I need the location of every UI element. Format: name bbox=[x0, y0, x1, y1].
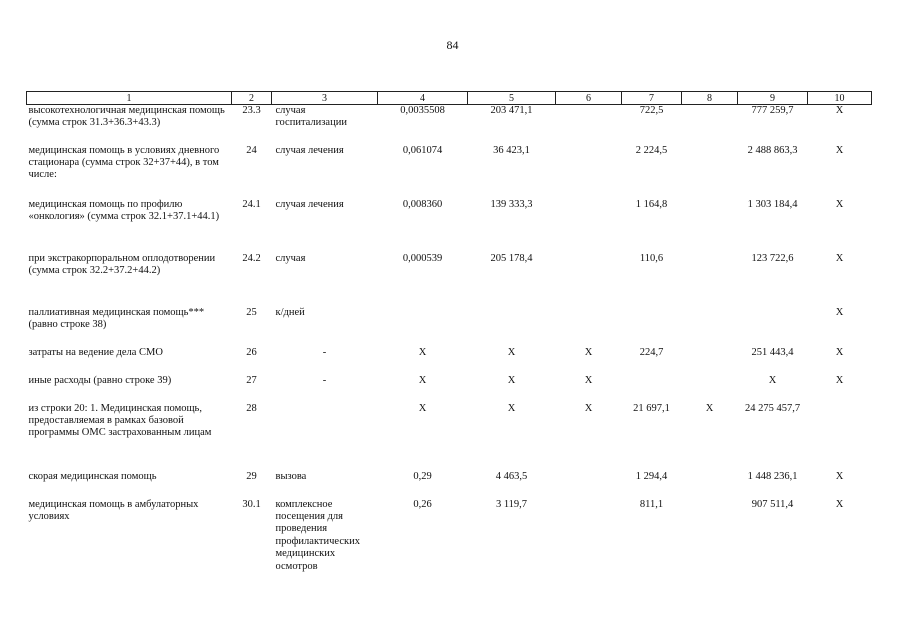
table-row bbox=[27, 253, 872, 307]
row-number: 26 bbox=[246, 346, 257, 358]
col6-cell bbox=[556, 499, 622, 579]
col10-cell: X bbox=[835, 252, 844, 264]
table-row bbox=[27, 105, 872, 145]
per-capita-cell: 110,6 bbox=[639, 252, 664, 264]
per-capita-cell: 1 164,8 bbox=[635, 198, 668, 210]
col8-cell bbox=[682, 471, 738, 499]
row-number: 24 bbox=[246, 144, 257, 156]
total-cell: 1 303 184,4 bbox=[747, 198, 798, 210]
col10-cell: X bbox=[835, 105, 844, 116]
row-label: иные расходы (равно строке 39) bbox=[28, 374, 172, 386]
col10-cell: X bbox=[835, 498, 844, 510]
unit-cell: комплексное посещения для проведения профилактических медицинских осмотров bbox=[275, 498, 360, 572]
col6-cell bbox=[556, 105, 622, 145]
table-row bbox=[27, 375, 872, 403]
col8-cell bbox=[682, 253, 738, 307]
unit-cell bbox=[272, 403, 378, 471]
col8-cell: X bbox=[705, 402, 714, 414]
row-number: 28 bbox=[246, 402, 257, 414]
row-label: высокотехнологичная медицинская помощь (сумма строк 31.3+36.3+43.3) bbox=[28, 105, 225, 129]
col6-cell bbox=[556, 471, 622, 499]
col8-cell bbox=[682, 347, 738, 375]
col6-cell: X bbox=[584, 402, 593, 414]
col10-cell: X bbox=[835, 346, 844, 358]
row-number: 23.3 bbox=[242, 105, 261, 116]
col8-cell bbox=[682, 105, 738, 145]
row-label: медицинская помощь по профилю «онкология» (сумма строк 32.1+37.1+44.1) bbox=[28, 198, 220, 222]
norm-cost-cell: X bbox=[507, 402, 516, 414]
per-capita-cell: 21 697,1 bbox=[633, 402, 670, 414]
total-cell bbox=[738, 307, 808, 347]
unit-cell: случая госпитализации bbox=[275, 105, 347, 129]
col10-cell: X bbox=[835, 306, 844, 318]
norm-volume-cell: 0,29 bbox=[413, 470, 432, 482]
row-number: 29 bbox=[246, 470, 257, 482]
table-row bbox=[27, 499, 872, 579]
norm-volume-cell: 0,000539 bbox=[402, 252, 443, 264]
header-row bbox=[27, 92, 872, 105]
norm-cost-cell: X bbox=[507, 346, 516, 358]
table-row bbox=[27, 471, 872, 499]
total-cell: 24 275 457,7 bbox=[744, 402, 801, 414]
unit-cell: к/дней bbox=[275, 306, 305, 318]
per-capita-cell bbox=[622, 307, 682, 347]
norm-cost-cell: 139 333,3 bbox=[490, 198, 533, 210]
norm-volume-cell: 0,061074 bbox=[402, 144, 443, 156]
total-cell: 907 511,4 bbox=[751, 498, 794, 510]
unit-cell: случая bbox=[275, 252, 306, 264]
unit-cell: - bbox=[322, 374, 327, 386]
column-header: 8 bbox=[682, 92, 738, 105]
col8-cell bbox=[682, 199, 738, 253]
col6-cell bbox=[556, 199, 622, 253]
norm-volume-cell bbox=[378, 307, 468, 347]
col10-cell bbox=[808, 403, 872, 471]
column-header: 1 bbox=[27, 92, 232, 105]
row-label: скорая медицинская помощь bbox=[28, 470, 157, 482]
column-header: 3 bbox=[272, 92, 378, 105]
total-cell: 2 488 863,3 bbox=[747, 144, 798, 156]
norm-cost-cell: 4 463,5 bbox=[495, 470, 528, 482]
per-capita-cell: 224,7 bbox=[639, 346, 664, 358]
norm-volume-cell: X bbox=[418, 402, 427, 414]
per-capita-cell: 1 294,4 bbox=[635, 470, 668, 482]
row-number: 27 bbox=[246, 374, 257, 386]
total-cell: 251 443,4 bbox=[751, 346, 794, 358]
column-header: 6 bbox=[556, 92, 622, 105]
norm-volume-cell: 0,0035508 bbox=[400, 105, 445, 116]
norm-volume-cell: 0,008360 bbox=[402, 198, 443, 210]
total-cell: 123 722,6 bbox=[751, 252, 794, 264]
row-number: 24.1 bbox=[242, 198, 261, 210]
per-capita-cell: 2 224,5 bbox=[635, 144, 668, 156]
per-capita-cell bbox=[622, 375, 682, 403]
col6-cell: X bbox=[584, 374, 593, 386]
row-label: медицинская помощь в амбулаторных условиях bbox=[28, 498, 199, 522]
norm-cost-cell bbox=[468, 307, 556, 347]
total-cell: X bbox=[768, 374, 777, 386]
total-cell: 777 259,7 bbox=[751, 105, 794, 116]
column-header: 2 bbox=[232, 92, 272, 105]
norm-cost-cell: 36 423,1 bbox=[493, 144, 530, 156]
col8-cell bbox=[682, 375, 738, 403]
row-label: паллиативная медицинская помощь*** (равно строке 38) bbox=[28, 306, 205, 330]
per-capita-cell: 811,1 bbox=[639, 498, 664, 510]
norm-volume-cell: 0,26 bbox=[413, 498, 432, 510]
col10-cell: X bbox=[835, 470, 844, 482]
col8-cell bbox=[682, 499, 738, 579]
unit-cell: вызова bbox=[275, 470, 307, 482]
row-label: медицинская помощь в условиях дневного стационара (сумма строк 32+37+44), в том числе: bbox=[28, 144, 220, 181]
row-label: из строки 20: 1. Медицинская помощь, предоставляемая в рамках базовой программы ОМС застрахованным лицам bbox=[28, 402, 212, 439]
table-row bbox=[27, 307, 872, 347]
column-header: 5 bbox=[468, 92, 556, 105]
table-row bbox=[27, 347, 872, 375]
row-label: при экстракорпоральном оплодотворении (сумма строк 32.2+37.2+44.2) bbox=[28, 252, 216, 276]
row-number: 24.2 bbox=[242, 252, 261, 264]
norm-cost-cell: X bbox=[507, 374, 516, 386]
norm-cost-cell: 203 471,1 bbox=[490, 105, 533, 116]
column-header: 9 bbox=[738, 92, 808, 105]
norm-volume-cell: X bbox=[418, 346, 427, 358]
column-header: 7 bbox=[622, 92, 682, 105]
row-number: 30.1 bbox=[242, 498, 261, 510]
col6-cell bbox=[556, 145, 622, 199]
table-row bbox=[27, 199, 872, 253]
col8-cell bbox=[682, 145, 738, 199]
col10-cell: X bbox=[835, 198, 844, 210]
norm-volume-cell: X bbox=[418, 374, 427, 386]
col10-cell: X bbox=[835, 144, 844, 156]
unit-cell: случая лечения bbox=[275, 198, 344, 210]
per-capita-cell: 722,5 bbox=[639, 105, 664, 116]
unit-cell: - bbox=[322, 346, 327, 358]
col6-cell bbox=[556, 253, 622, 307]
col8-cell bbox=[682, 307, 738, 347]
table-row bbox=[27, 403, 872, 471]
col6-cell: X bbox=[584, 346, 593, 358]
column-header: 4 bbox=[378, 92, 468, 105]
table-row bbox=[27, 145, 872, 199]
data-table bbox=[26, 91, 872, 579]
page-number: 84 bbox=[446, 38, 459, 52]
unit-cell: случая лечения bbox=[275, 144, 344, 156]
col6-cell bbox=[556, 307, 622, 347]
total-cell: 1 448 236,1 bbox=[747, 470, 798, 482]
norm-cost-cell: 3 119,7 bbox=[495, 498, 528, 510]
norm-cost-cell: 205 178,4 bbox=[490, 252, 533, 264]
row-number: 25 bbox=[246, 306, 257, 318]
row-label: затраты на ведение дела СМО bbox=[28, 346, 163, 358]
column-header: 10 bbox=[808, 92, 872, 105]
col10-cell: X bbox=[835, 374, 844, 386]
